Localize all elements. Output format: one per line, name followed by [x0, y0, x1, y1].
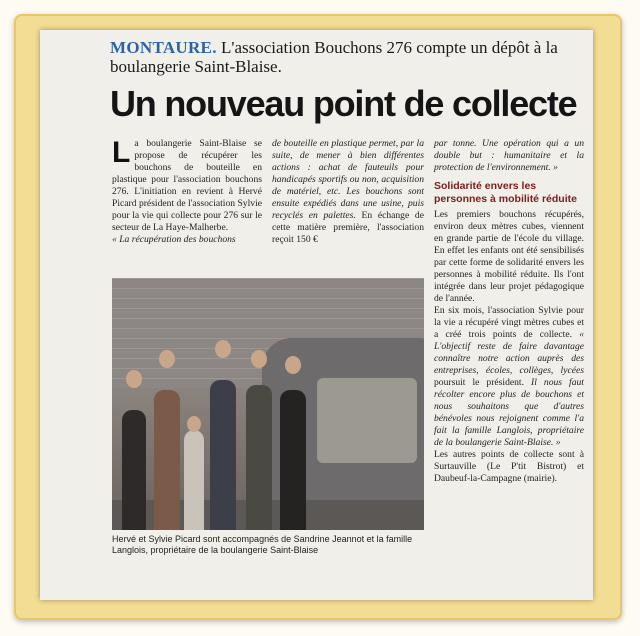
photo-person-head — [126, 370, 142, 388]
section-subheading: Solidarité envers les personnes à mobilité réduite — [434, 180, 577, 205]
newspaper-clipping — [40, 30, 593, 600]
col2-quote: de bouteille en plastique permet, par la suite, de mener à bien différentes actions : achat de fauteuils pour handicapés sportifs ou non, acquisition de matériel, etc. Les bouchons sont ensuite expédiés dans une usine, puis recyclés en palettes. — [272, 138, 424, 221]
col3-paragraph-1: Les premiers bouchons récupérés, environ deux mètres cubes, viennent en grande partie de l'école du village. En effet les enfants ont été sensibilisés par cette forme de solidarité envers les personnes à mobilité réduite. Ils l'ont intégrée dans leur projet pédagogique de l'année. — [434, 209, 584, 304]
photo-person — [154, 390, 180, 530]
col3-paragraph-3: Les autres points de collecte sont à Surtauville (Le P'tit Bistrot) et Daubeuf-la-Campagne (mairie). — [434, 449, 584, 484]
photo-caption: Hervé et Sylvie Picard sont accompagnés de Sandrine Jeannot et la famille Langlois, propriétaire de la boulangerie Saint-Blaise — [112, 534, 413, 555]
photo-person-head — [285, 356, 301, 374]
col1-paragraph: a boulangerie Saint-Blaise se propose de récupérer les bouchons de bouteille en plastique pour l'association bouchons 276. L'initiation en revient à Hervé Picard président de l'association Sylvie pour la vie qui collecte pour 276 sur le secteur de La Haye-Malherbe. — [112, 138, 262, 233]
col1-quote: « La récupération des bouchons — [112, 234, 236, 245]
drop-cap: L — [112, 136, 131, 169]
article-column-1 — [112, 138, 262, 246]
photo-person-head — [215, 340, 231, 358]
photo-person — [184, 430, 204, 530]
photo-car-trunk-bags — [317, 378, 417, 463]
photo-person — [122, 410, 146, 530]
article-kicker — [110, 38, 580, 76]
photo-person-head — [159, 350, 175, 368]
col3-p2-quote-a: « L'objectif reste de faire davantage connaître notre action auprès des entreprises, écoles, collèges, lycées — [434, 329, 584, 376]
col3-quote: par tonne. Une opération qui a un double but : humanitaire et la protection de l'environnement. » — [434, 138, 584, 173]
kicker-text: L'association Bouchons 276 compte un dépôt à la boulangerie Saint-Blaise. — [110, 38, 558, 76]
photo-person — [210, 380, 236, 530]
col3-p2-text-a: En six mois, l'association Sylvie pour la vie a récupéré vingt mètres cubes et a créé trois points de collecte. — [434, 305, 584, 340]
col2-text: En échange de cette matière première, l'association reçoit 150 € — [272, 210, 424, 245]
photo-person-head — [187, 416, 201, 432]
article-photo — [112, 278, 424, 530]
photo-person — [280, 390, 306, 530]
photo-person — [246, 385, 272, 530]
article-headline: Un nouveau point de collecte — [110, 83, 577, 124]
col3-p2-quote-b: Il nous faut récolter encore plus de bouchons et nous souhaitons que d'autres bénévoles nous rejoignent comme l'a fait la famille Langlois, propriétaire de la boulangerie Saint-Blaise. » — [434, 377, 584, 448]
article-column-3 — [434, 138, 584, 485]
col3-p2-text-b: poursuit le président. — [434, 377, 532, 388]
kicker-location-tag: MONTAURE. — [110, 38, 217, 57]
article-column-2 — [272, 138, 424, 246]
col3-paragraph-2 — [434, 305, 584, 449]
photo-person-head — [251, 350, 267, 368]
